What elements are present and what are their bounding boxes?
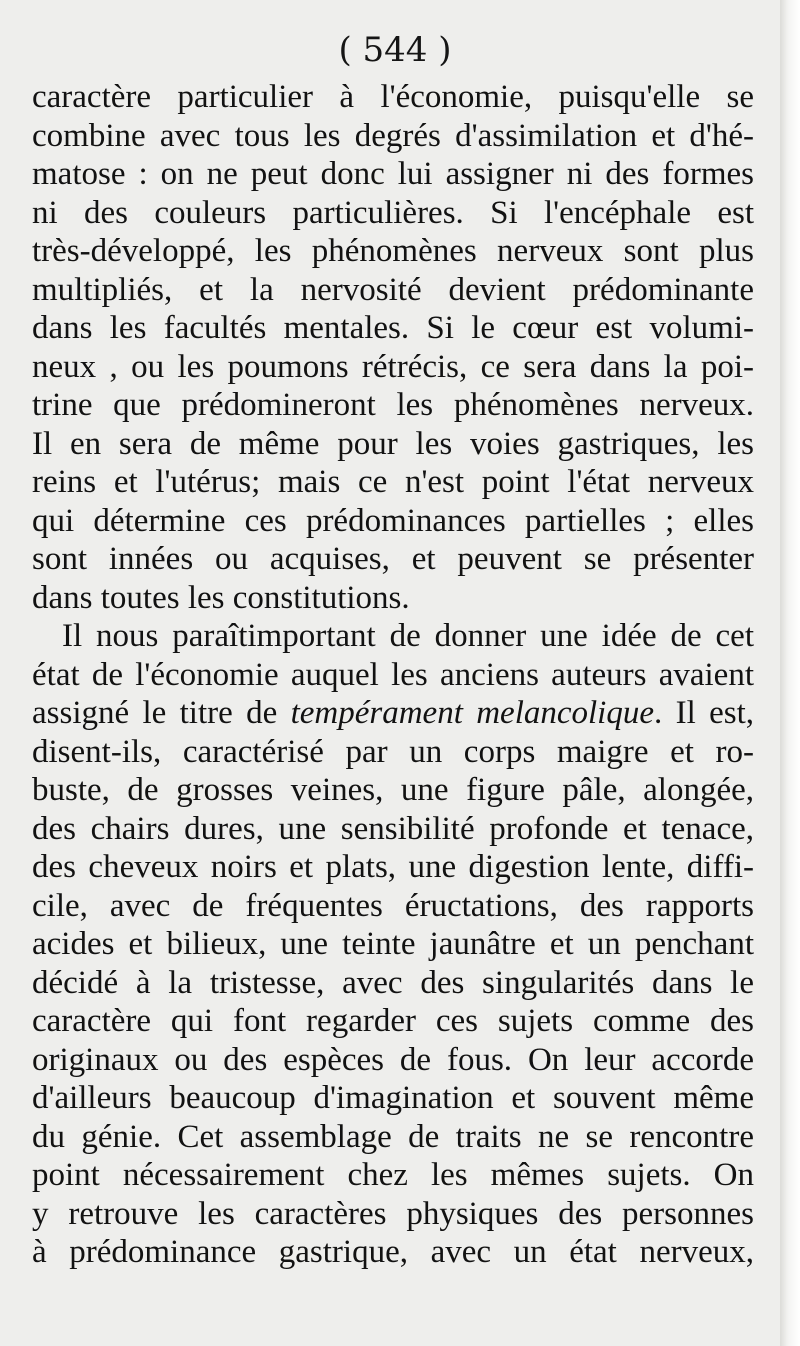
text-line: Il en sera de même pour les voies gastriques, les xyxy=(32,425,754,462)
text-line: ni des couleurs particulières. Si l'encéphale est xyxy=(32,194,754,231)
text-line: neux , ou les poumons rétrécis, ce sera dans la poi- xyxy=(32,348,754,385)
text-line: Il nous paraîtimportant de donner une idée de cet xyxy=(62,618,754,654)
paragraph-1 xyxy=(32,78,754,617)
text-line: des cheveux noirs et plats, une digestion lente, diffi- xyxy=(32,849,754,885)
text-line: point nécessairement chez les mêmes sujets. On xyxy=(32,1157,754,1193)
text-line: cile, avec de fréquentes éructations, des rapports xyxy=(32,887,754,924)
paragraph-2 xyxy=(32,617,754,1272)
text-line: du génie. Cet assemblage de traits ne se rencontre xyxy=(32,1118,754,1155)
text-line: sont innées ou acquises, et peuvent se présenter xyxy=(32,541,754,577)
page-number: ( 544 ) xyxy=(338,30,452,70)
text-line: à prédominance gastrique, avec un état nerveux, xyxy=(32,1234,754,1270)
text-line: y retrouve les caractères physiques des personnes xyxy=(32,1195,754,1232)
text-line: acides et bilieux, une teinte jaunâtre et un penchant xyxy=(32,926,754,962)
text-line: qui détermine ces prédominances partielles ; elles xyxy=(32,502,754,539)
text-line: très-développé, les phénomènes nerveux sont plus xyxy=(32,233,754,269)
text-line: d'ailleurs beaucoup d'imagination et souvent même xyxy=(32,1080,754,1116)
text-line: caractère particulier à l'économie, puisqu'elle se xyxy=(32,79,754,115)
text-line: trine que prédomineront les phénomènes nerveux. xyxy=(32,387,754,423)
text-line: décidé à la tristesse, avec des singularités dans le xyxy=(32,964,754,1001)
text-line: matose : on ne peut donc lui assigner ni des formes xyxy=(32,156,754,192)
text-line: buste, de grosses veines, une figure pâle, alongée, xyxy=(32,772,754,808)
text-line-with-italic xyxy=(32,694,754,733)
text-segment: assigné le titre de xyxy=(32,695,291,731)
page-edge xyxy=(780,0,800,1346)
text-line: caractère qui font regarder ces sujets comme des xyxy=(32,1003,754,1039)
text-line: originaux ou des espèces de fous. On leur accorde xyxy=(32,1041,754,1078)
text-line: des chairs dures, une sensibilité profonde et tenace, xyxy=(32,810,754,847)
text-line: dans les facultés mentales. Si le cœur est volumi- xyxy=(32,310,754,346)
text-line: multipliés, et la nervosité devient prédominante xyxy=(32,271,754,308)
text-segment: . Il est, xyxy=(654,695,754,731)
italic-term: tempérament melancolique xyxy=(290,695,654,731)
text-line: dans toutes les constitutions. xyxy=(32,579,410,616)
body-text xyxy=(32,78,754,1272)
text-line: disent-ils, caractérisé par un corps maigre et ro- xyxy=(32,733,754,770)
text-line: état de l'économie auquel les anciens auteurs avaient xyxy=(32,656,754,693)
text-line: reins et l'utérus; mais ce n'est point l'état nerveux xyxy=(32,464,754,500)
text-line: combine avec tous les degrés d'assimilation et d'hé- xyxy=(32,117,754,154)
